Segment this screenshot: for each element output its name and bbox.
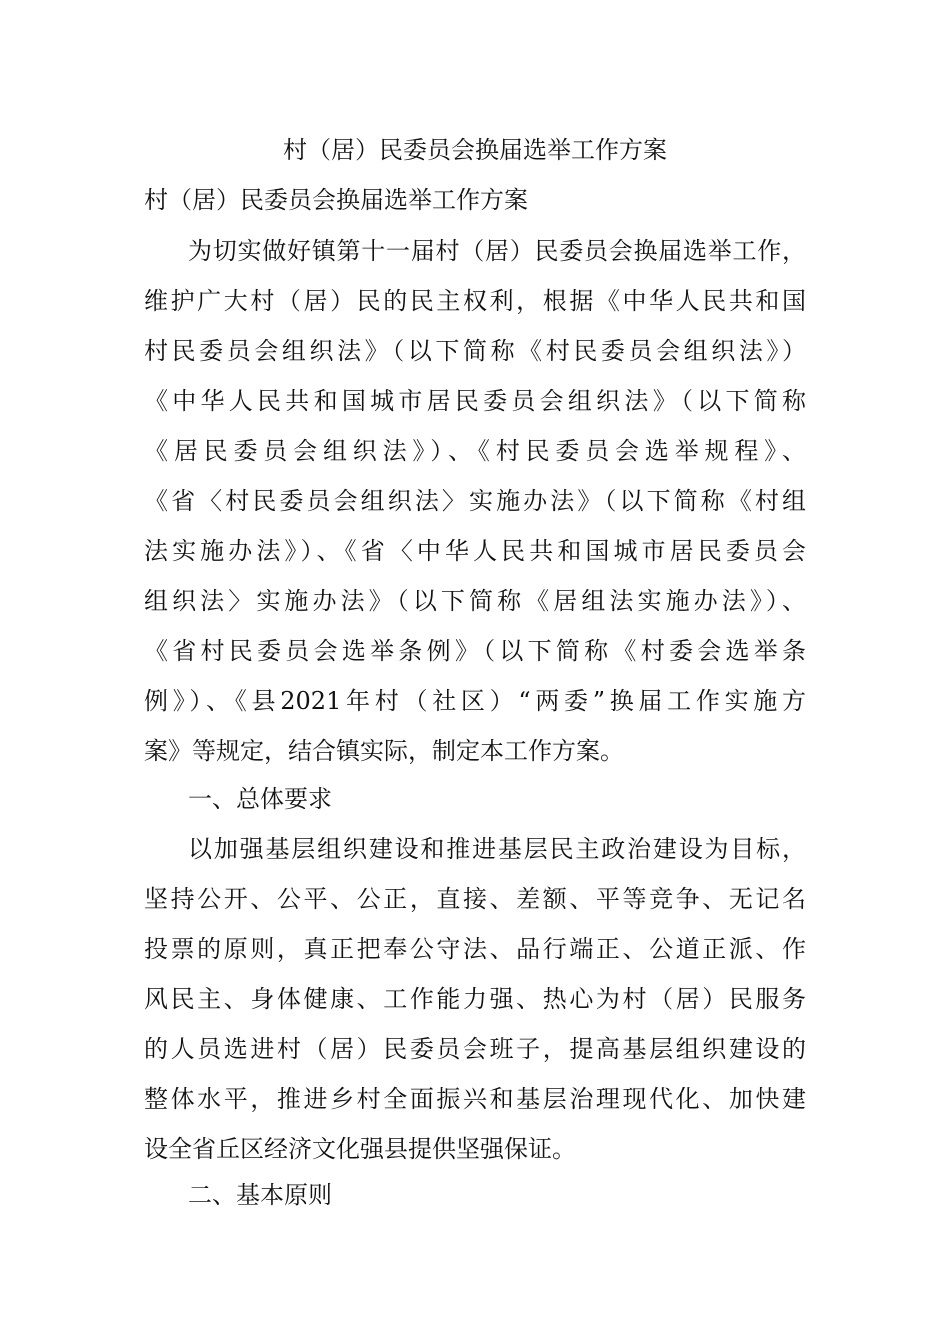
paragraph-line: 《省〈村民委员会组织法〉实施办法》（以下简称《村组 <box>144 487 806 515</box>
paragraph-line: 《居民委员会组织法》）、《村民委员会选举规程》、 <box>144 437 806 465</box>
paragraph-line: 的人员选进村（居）民委员会班子，提高基层组织建设的 <box>144 1035 806 1063</box>
section-heading-basic-principles: 二、基本原则 <box>188 1181 332 1209</box>
document-subtitle: 村（居）民委员会换届选举工作方案 <box>144 186 528 214</box>
paragraph-line: 投票的原则，真正把奉公守法、品行端正、公道正派、作 <box>144 935 806 963</box>
paragraph-line: 为切实做好镇第十一届村（居）民委员会换届选举工作， <box>188 237 806 265</box>
paragraph-line: 村民委员会组织法》（以下简称《村民委员会组织法》） <box>144 337 806 365</box>
paragraph-line: 维护广大村（居）民的民主权利，根据《中华人民共和国 <box>144 287 806 315</box>
paragraph-line: 法实施办法》）、《省〈中华人民共和国城市居民委员会 <box>144 537 806 565</box>
paragraph-line: 《中华人民共和国城市居民委员会组织法》（以下简称 <box>144 387 806 415</box>
paragraph-line: 坚持公开、公平、公正，直接、差额、平等竞争、无记名 <box>144 885 806 913</box>
general-requirements-paragraph <box>144 824 806 1174</box>
document-title: 村（居）民委员会换届选举工作方案 <box>283 136 667 164</box>
paragraph-line: 《省村民委员会选举条例》（以下简称《村委会选举条 <box>144 637 806 665</box>
section-heading-general-requirements: 一、总体要求 <box>188 785 332 813</box>
paragraph-line: 整体水平，推进乡村全面振兴和基层治理现代化、加快建 <box>144 1085 806 1113</box>
paragraph-line: 设全省丘区经济文化强县提供坚强保证。 <box>144 1135 576 1163</box>
paragraph-line: 以加强基层组织建设和推进基层民主政治建设为目标， <box>188 835 806 863</box>
intro-paragraph <box>144 226 806 776</box>
paragraph-line: 例》）、《县2021年村（社区）“两委”换届工作实施方 <box>144 687 806 715</box>
paragraph-line: 组织法〉实施办法》（以下简称《居组法实施办法》）、 <box>144 587 806 615</box>
paragraph-line: 风民主、身体健康、工作能力强、热心为村（居）民服务 <box>144 985 806 1013</box>
paragraph-line: 案》等规定，结合镇实际，制定本工作方案。 <box>144 737 624 765</box>
